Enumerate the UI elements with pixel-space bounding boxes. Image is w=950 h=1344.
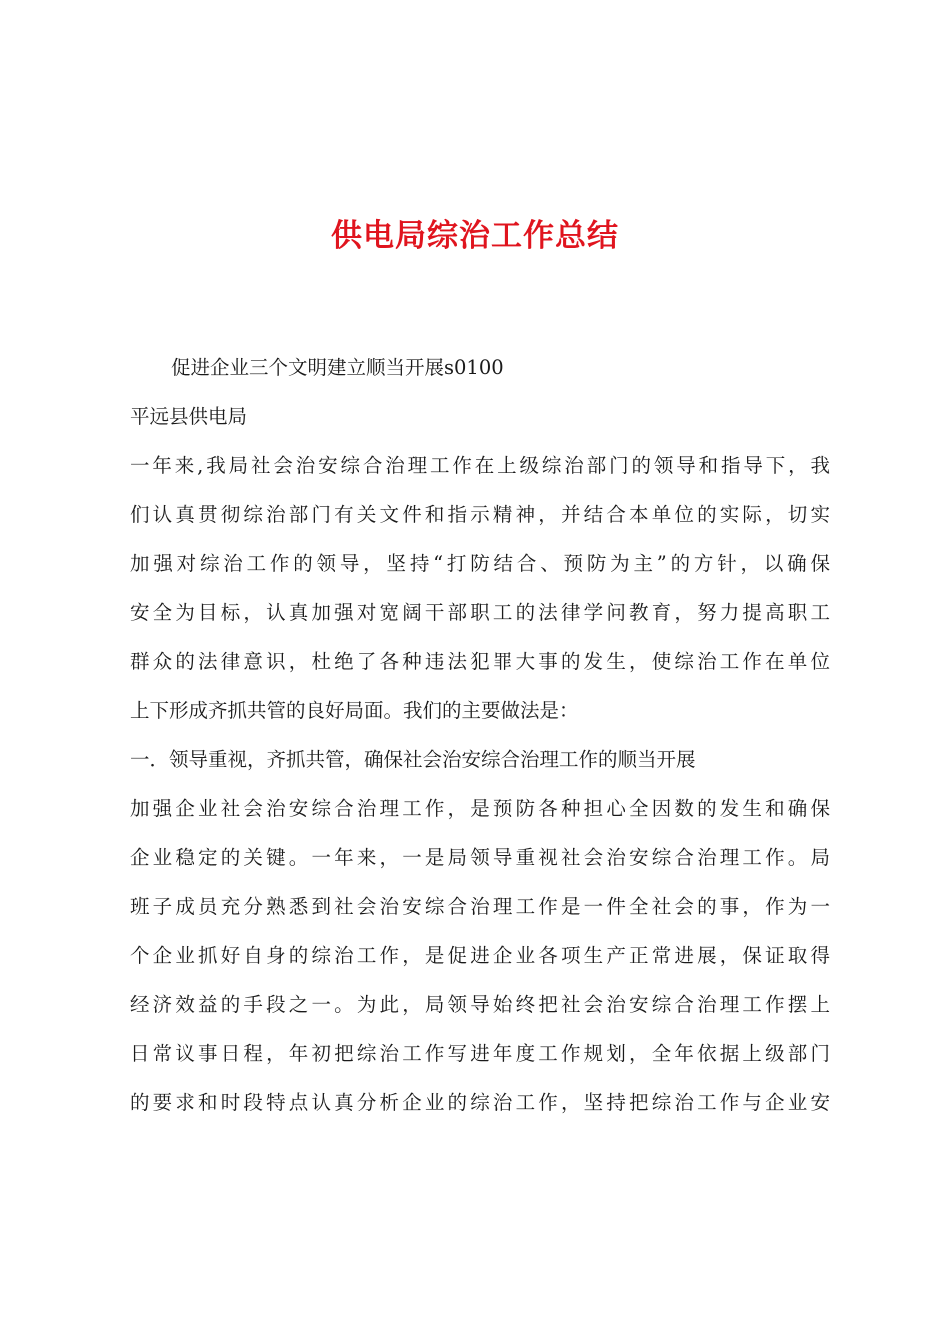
- paragraph-line: 个企业抓好自身的综治工作，是促进企业各项生产正常进展，保证取得: [130, 944, 830, 967]
- document-body: [130, 343, 830, 1127]
- document-title: 供电局综治工作总结: [331, 218, 619, 254]
- paragraph-line: 安全为目标，认真加强对宽阔干部职工的法律学问教育，努力提高职工: [130, 601, 830, 624]
- paragraph-line: 的要求和时段特点认真分析企业的综治工作，坚持把综治工作与企业安: [130, 1091, 830, 1114]
- paragraph-line: 日常议事日程，年初把综治工作写进年度工作规划，全年依据上级部门: [130, 1042, 830, 1065]
- paragraph-line: 上下形成齐抓共管的良好局面。我们的主要做法是：: [130, 699, 579, 722]
- section-heading: 一．领导重视，齐抓共管，确保社会治安综合治理工作的顺当开展: [130, 748, 696, 771]
- paragraph-line: 班子成员充分熟悉到社会治安综合治理工作是一件全社会的事，作为一: [130, 895, 830, 918]
- paragraph-line: 群众的法律意识，杜绝了各种违法犯罪大事的发生，使综治工作在单位: [130, 650, 830, 673]
- author-line: 平远县供电局: [130, 405, 248, 428]
- paragraph-line: 加强对综治工作的领导，坚持“打防结合、预防为主”的方针，以确保: [130, 552, 830, 575]
- paragraph-line: 经济效益的手段之一。为此，局领导始终把社会治安综合治理工作摆上: [130, 993, 830, 1016]
- paragraph-line: 们认真贯彻综治部门有关文件和指示精神，并结合本单位的实际，切实: [130, 503, 830, 526]
- paragraph-line: 一年来,我局社会治安综合治理工作在上级综治部门的领导和指导下，我: [130, 454, 830, 477]
- paragraph-line: 加强企业社会治安综合治理工作，是预防各种担心全因数的发生和确保: [130, 797, 830, 820]
- paragraph-line: 企业稳定的关键。一年来，一是局领导重视社会治安综合治理工作。局: [130, 846, 830, 869]
- subtitle-line: 促进企业三个文明建立顺当开展s0100: [171, 356, 504, 379]
